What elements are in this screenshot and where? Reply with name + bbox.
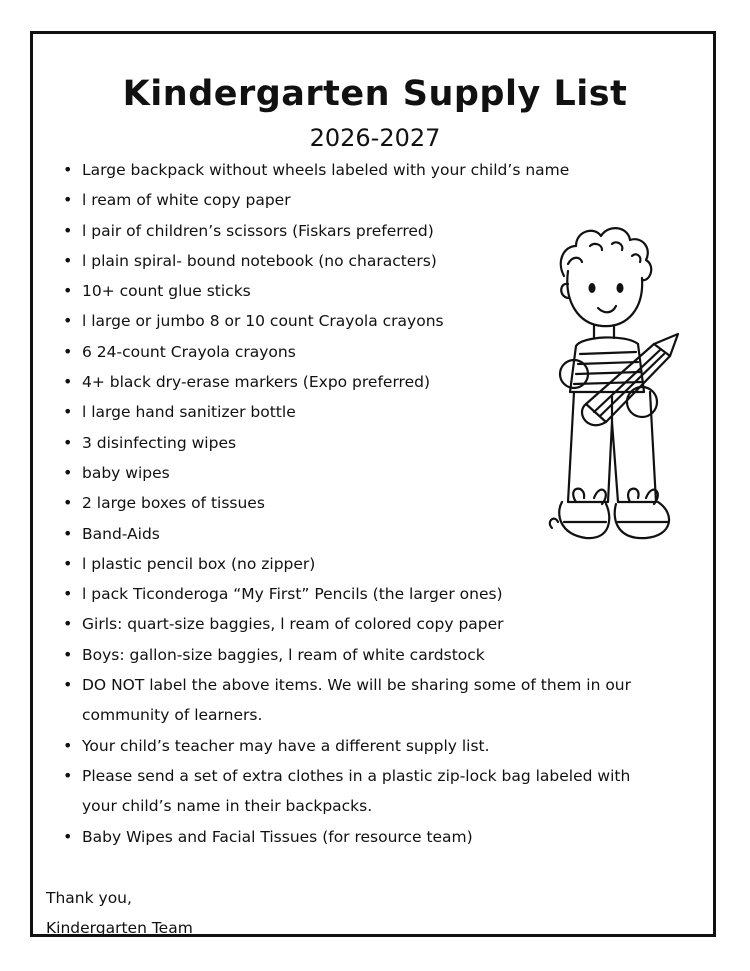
list-item: • l ream of white copy paper <box>82 185 662 215</box>
list-item: • 10+ count glue sticks <box>82 276 662 306</box>
list-item: • l plain spiral- bound notebook (no characters) <box>82 246 662 276</box>
closing-team: Kindergarten Team <box>46 919 193 938</box>
list-item: • l pack Ticonderoga “My First” Pencils (the larger ones) <box>82 579 662 609</box>
list-item: • l large or jumbo 8 or 10 count Crayola crayons <box>82 306 662 336</box>
list-item: • Girls: quart-size baggies, l ream of colored copy paper <box>82 609 662 639</box>
list-item: • l pair of children’s scissors (Fiskars preferred) <box>82 216 662 246</box>
list-item: • 2 large boxes of tissues <box>82 488 662 518</box>
list-item: • 3 disinfecting wipes <box>82 428 662 458</box>
closing-signature <box>46 883 193 944</box>
list-item: • l large hand sanitizer bottle <box>82 397 662 427</box>
list-item: • Your child’s teacher may have a different supply list. <box>82 731 662 761</box>
page-title: Kindergarten Supply List <box>122 74 628 114</box>
child-holding-pencil-icon <box>546 216 698 556</box>
list-item: • baby wipes <box>82 458 662 488</box>
school-year: 2026-2027 <box>309 124 441 152</box>
list-item: • l plastic pencil box (no zipper) <box>82 549 662 579</box>
list-item: • Band-Aids <box>82 519 662 549</box>
list-item: • DO NOT label the above items. We will be sharing some of them in our community of learners. <box>82 670 662 731</box>
list-item: • 6 24-count Crayola crayons <box>82 337 662 367</box>
list-item: • Boys: gallon-size baggies, l ream of white cardstock <box>82 640 662 670</box>
list-item: • Baby Wipes and Facial Tissues (for resource team) <box>82 822 662 852</box>
list-item: • Large backpack without wheels labeled with your child’s name <box>82 155 662 185</box>
list-item: • 4+ black dry-erase markers (Expo preferred) <box>82 367 662 397</box>
list-item: • Please send a set of extra clothes in a plastic zip-lock bag labeled with your child’s name in their backpacks. <box>82 761 662 822</box>
closing-thanks: Thank you, <box>46 889 132 907</box>
